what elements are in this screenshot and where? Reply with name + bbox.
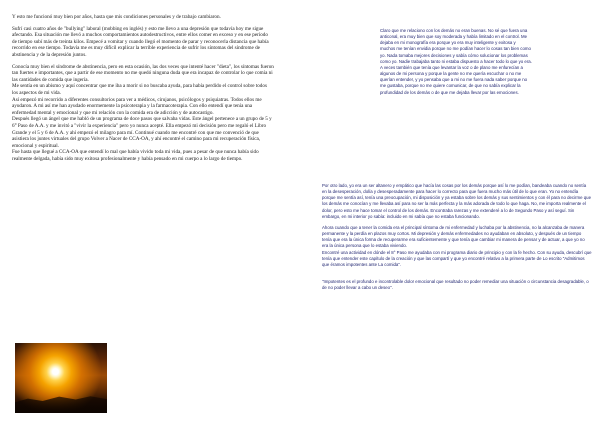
paragraph: Después llegó un ángel que me habló de un programa de doce pasos que salvaba vidas. Este ángel pertenece a un grupo de 5 y 6° Paso de A.A. y me invitó a "vivir la experiencia" pero yo nunca acepté. Ella empezó mi decisión pero me regaló el Libro Grande y el 5 y 6 de A.A. y ahí empezó el milagro para mí. Continué cuando me encontré con que me convenció de que asistiera los juntes virtuales del grupo Volver a Nacer de CCA-OA, y ahí encontré el camino para mi recuperación física, emocional y espiritual. [12, 116, 272, 149]
quote-paragraph: "Impotentes es el profundo e incontrolable dolor emocional que resultado no poder remediar una situación o circunstancia desagradable, o de no poder llevar a cabo un deseo". [322, 279, 589, 291]
paragraph: Ahora cuando que a tener la comida era el principal síntoma de mi enfermedad y luchaba por la abstinencia, no la alcanzaba de manera permanente y la perdía en plazos muy cortos. Mi depresión y demás enfermedades no ayudaban en absoluto, y después de un tiempo tenía que era la única forma de recuperarme era suficientemente y que tenía que cambiar mi manera de pensar y de actuar, a que yo no era la única persona que lo estaba viviendo. [322, 224, 585, 249]
paragraph: Conocía muy bien el síndrome de abstinencia, pero en esta ocasión, las dos veces que intenté hacer "dieta", los síntomas fueron tan fuertes e importantes, que a partir de ese momento no me quedó ninguna duda que era incapaz de controlar lo que comía ni las cantidades de comida que ingería. [12, 63, 274, 83]
right-text-block-top [380, 28, 532, 96]
paragraph: Y esto me funcionó muy bien por años, hasta que mis condiciones personales y de trabajo cambiaron. [12, 14, 221, 20]
paragraph: Así empezó mi recorrido a diferentes consultorios para ver a médicos, cirujanos, psicólogos y psiquiatras. Todos ellos me ayudaron. A mi así me han ayudado enormemente la psicoterapia y la farmacoterapia. Con ello entendí que tenía una enfermedad mental y emocional y que mi relación con la comida era de adicción y de autocastigo. [12, 96, 262, 116]
mountain-silhouette [15, 389, 107, 413]
right-text-block-bottom [322, 183, 592, 291]
paragraph: Por otro lado, yo era un ser altanero y empático que hacía las cosas por los demás porque así lo me podían, bandeaba cuando no sentía en la desesperación, dolía y desesperadamente para hacer lo correcto para que fuera mucho más útil de lo que eran. Yo no entendía porque me sentía así, tenía una preocupación, mi disposición y ya estaba sobre los demás y sus sentimientos y con él para no decirme que los demás me conocían y me llevaba así para no ser la más perfecta y la más adorada de todo lo que haga. No, me importa realmente el dolor, pero esto me hace tomar el control de los demás. Encontraba rarezas y me extenderé a lo de Segundo Paso y así seguí. Sin embargo, en mi interior yo sabía: incluido en mi sabía que no estaba funcionando. [322, 183, 591, 219]
paragraph: Fue hasta que llegué a CCA-OA que entendí lo mal que había vivido toda mi vida, pues a pesar de que nunca había sido realmente delgada, había sido muy exitosa profesionalmente y había pensado en mi cuerpo a lo largo de tiempo. [12, 149, 259, 162]
sunset-photo [15, 343, 107, 413]
left-text-column [12, 14, 274, 162]
paragraph: Claro que me relaciono con los demás no eran buenas. No sé que fuera una anticonal, era muy bien que soy moderada y había limitado en el control. Me dejaba en mi monografía era porque yo era muy inteligente y exitosa y muchos me tenían envidia porque no me podían hacer lo cosas tan bien como yo. Nada tomaba mejores decisiones y sabía cómo solucionar los problemas como yo. Nadie trabajaba tanto ni estaba dispuesto a hacer todo lo que yo era. A veces también que tenía que levantar la voz o de plano me enfurecían a algunos de mi persona y porque la gente no me quería escuchar o no me querían entender, y yo pensaba que a mi no me fuera nada saber porque no me gustaba, porque no me quiere comunicar, de que no sabía explicar la profundidad de los demás o de que me dejaba llevar por las emociones. [380, 28, 532, 95]
paragraph: Sufrí casi cuatro años de "bullying" laboral (mobbing en inglés) y esto me llevo a una depresión que todavía hoy me sigue afectando. Esa situación me llevó a muchos comportamientos autodestructivos, entre ellos comer en exceso y en ese período de tiempo subí más de treinta kilos. Empecé a vomitar y cuando llegó el momento de parar y reconocerla distancia que había recorrido en ese tiempo. Todavía me es muy difícil explicar la terrible experiencia de sufrir los síntomas del síndrome de abstinencia y de la depresión juntos. [12, 25, 269, 58]
paragraph: Me sentía en un abismo y aquí concentrar que me iba a morir si no buscaba ayuda, para había perdido el control sobre todos los aspectos de mi vida. [12, 83, 267, 96]
paragraph: Encontré una actividad en dónde el 8° Paso me ayudaba con mi programa diario de principio y con la fe hecho. Con su ayuda, descubrí que tenía que entender este capítulo de la creación y que las compartí y que yo encontré relativo a la primera parte de Lo escrito "Admitimos que éramos impotentes ante La comida". [322, 249, 592, 267]
